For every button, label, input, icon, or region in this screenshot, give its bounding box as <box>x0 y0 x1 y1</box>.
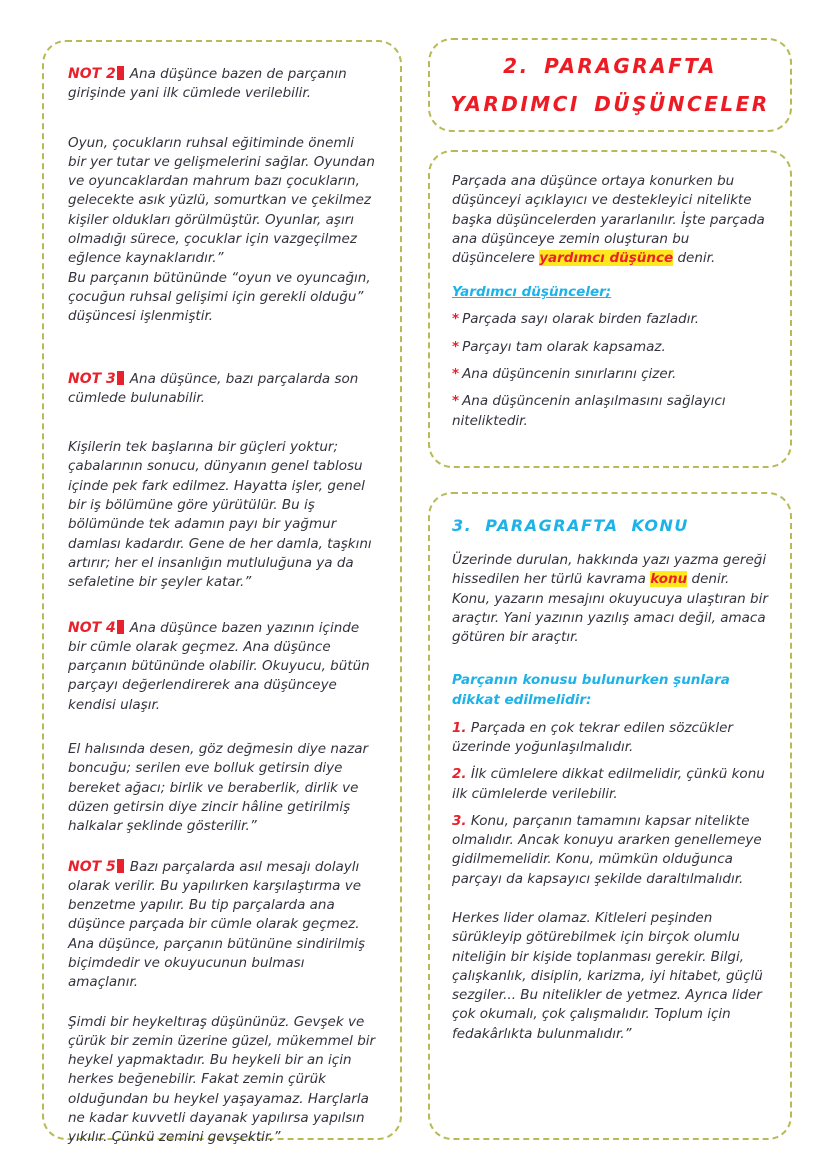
bullet-text: Parçada sayı olarak birden fazladır. <box>462 311 700 328</box>
bullet-text: Ana düşüncenin sınırlarını çizer. <box>462 366 677 383</box>
note5-text: Bazı parçalarda asıl mesajı dolaylı olarak verilir. Bu yapılırken karşılaştırma ve benzetme yapılır. Bu tip parçalarda ana düşünce parçada bir cümle olarak geçmez. Ana düşünce, parçanın bütününe sindirilmiş biçimdedir ve okuyucunun bulması amaçlanır. <box>68 858 366 991</box>
asterisk-marker: * <box>452 366 460 383</box>
item-text: Parçada en çok tekrar edilen sözcükler üzerinde yoğunlaşılmalıdır. <box>452 719 733 755</box>
page-title: 2. PARAGRAFTA YARDIMCI DÜŞÜNCELER <box>450 54 770 116</box>
konu-intro-text-1: Üzerinde durulan, hakkında yazı yazma gereği hissedilen her türlü kavrama <box>452 552 767 588</box>
konu-heading: 3. PARAGRAFTA KONU <box>452 516 689 535</box>
konu-subheading: Parçanın konusu bulunurken şunlara dikkat edilmelidir: <box>452 672 730 709</box>
note2-conclusion-paragraph: Bu parçanın bütününde “oyun ve oyuncağın, çocuğun ruhsal gelişimi için gerekli olduğu” düşüncesi işlenmiştir. <box>68 269 371 325</box>
helper-list-heading: Yardımcı düşünceler; <box>452 284 612 301</box>
item-number: 1. <box>452 719 467 736</box>
helper-bullet-4 <box>452 392 768 431</box>
item-text: Konu, parçanın tamamını kapsar nitelikte olmalıdır. Ancak konuyu ararken genellemeye gidilmemelidir. Konu, mümkün olduğunca parçayı da kapsayıcı şekilde daraltılmalıdır. <box>452 812 762 887</box>
konu-intro-text-2: denir. Konu, yazarın mesajını okuyucuya ulaştıran bir araçtır. Yani yazının yazılış amacı değil, amaca götüren bir araçtır. <box>452 571 768 646</box>
note3-heading <box>68 369 376 409</box>
note2-label: NOT 2 <box>68 66 116 82</box>
note2-heading <box>68 64 376 104</box>
note4-example-paragraph: El halısında desen, göz değmesin diye nazar boncuğu; serilen eve bolluk getirsin diye bereket ağacı; birlik ve beraberlik, dirlik ve düzen getirsin diye zincir hâline getirilmiş halkalar şeklinde gösterilir.” <box>68 741 369 835</box>
helper-bullet-3 <box>452 365 768 384</box>
notes-panel <box>42 40 402 1146</box>
red-highlight-bar <box>117 859 124 873</box>
helper-intro-text-2: denir. <box>673 250 716 267</box>
helper-bullet-2 <box>452 338 768 357</box>
konu-example-paragraph: Herkes lider olamaz. Kitleleri peşinden sürükleyip götürebilmek için birçok olumlu niteliğin bir kişide toplanması gerekir. Bilgi, çalışkanlık, disiplin, karizma, iyi hitabet, güçlü sezgiler... Bu nitelikler de yetmez. Ayrıca lider çok okumalı, çok çalışmalıdır. Toplum için fedakârlıkta bulunmalıdır.” <box>452 909 763 1042</box>
red-highlight-bar <box>117 620 124 634</box>
note5-example-paragraph: Şimdi bir heykeltıraş düşününüz. Gevşek ve çürük bir zemin üzerine güzel, mükemmel bir heykel yapmaktadır. Bu heykeli bir an için herkes beğenebilir. Fakat zemin çürük olduğundan bu heykel yaşayamaz. Harçlarla ne kadar kuvvetli dayanak yapılırsa yapılsın yıkılır. Çünkü zemini gevşektir.” <box>68 1013 376 1146</box>
konu-panel <box>428 492 792 1140</box>
konu-intro-paragraph <box>452 551 768 647</box>
note2-example-paragraph: Oyun, çocukların ruhsal eğitiminde önemli bir yer tutar ve gelişmelerini sağlar. Oyundan ve oyuncaklardan mahrum bazı çocukların, gelecekte asık yüzlü, somurtkan ve çekilmez kişiler oldukları görülmüştür. Oyunlar, aşırı olmadığı sürece, çocuklar için vazgeçilmez eğlence kaynaklarıdır.” <box>68 134 375 267</box>
red-highlight-bar <box>117 371 124 385</box>
note3-text: Ana düşünce, bazı parçalarda son cümlede bulunabilir. <box>68 370 359 406</box>
note2-text: Ana düşünce bazen de parçanın girişinde yani ilk cümlede verilebilir. <box>68 66 347 102</box>
konu-item-2 <box>452 765 768 804</box>
bullet-text: Parçayı tam olarak kapsamaz. <box>462 338 666 355</box>
item-number: 3. <box>452 812 467 829</box>
note4-label: NOT 4 <box>68 619 116 636</box>
helper-panel <box>428 150 792 468</box>
item-text: İlk cümlelere dikkat edilmelidir, çünkü konu ilk cümlelerde verilebilir. <box>452 766 765 802</box>
section-title-box <box>428 38 792 132</box>
note3-example-paragraph: Kişilerin tek başlarına bir güçleri yoktur; çabalarının sonucu, dünyanın genel tablosu içinde pek fark edilmez. Hayatta işler, genel bir iş bölümüne göre yürütülür. Bu iş bölümünde tek adamın payı bir yağmur damlası kadardır. Gene de her damla, taşkını artırır; her el insanlığın mutluluğuna ya da sefaletine bir şeyler katar.” <box>68 439 372 591</box>
bullet-text: Ana düşüncenin anlaşılmasını sağlayıcı niteliktedir. <box>452 393 726 429</box>
note4-heading <box>68 618 376 715</box>
konu-intro-highlight: konu <box>650 571 688 588</box>
helper-intro-paragraph <box>452 172 768 268</box>
konu-item-3 <box>452 812 768 889</box>
note5-heading <box>68 857 376 993</box>
red-highlight-bar <box>117 66 124 80</box>
asterisk-marker: * <box>452 311 460 328</box>
note5-label: NOT 5 <box>68 858 116 875</box>
helper-intro-text-1: Parçada ana düşünce ortaya konurken bu düşünceyi açıklayıcı ve destekleyici nitelikte başka düşüncelerden yararlanılır. İşte parçada ana düşünceye zemin oluşturan bu düşüncelere <box>452 173 765 267</box>
asterisk-marker: * <box>452 338 460 355</box>
helper-bullet-1 <box>452 310 768 329</box>
item-number: 2. <box>452 766 467 783</box>
note3-label: NOT 3 <box>68 370 116 387</box>
note4-text: Ana düşünce bazen yazının içinde bir cümle olarak geçmez. Ana düşünce parçanın bütününde olabilir. Okuyucu, bütün parçayı değerlendirerek ana düşünceye kendisi ulaşır. <box>68 619 370 713</box>
helper-intro-highlight: yardımcı düşünce <box>539 250 674 267</box>
konu-item-1 <box>452 719 768 758</box>
asterisk-marker: * <box>452 393 460 410</box>
